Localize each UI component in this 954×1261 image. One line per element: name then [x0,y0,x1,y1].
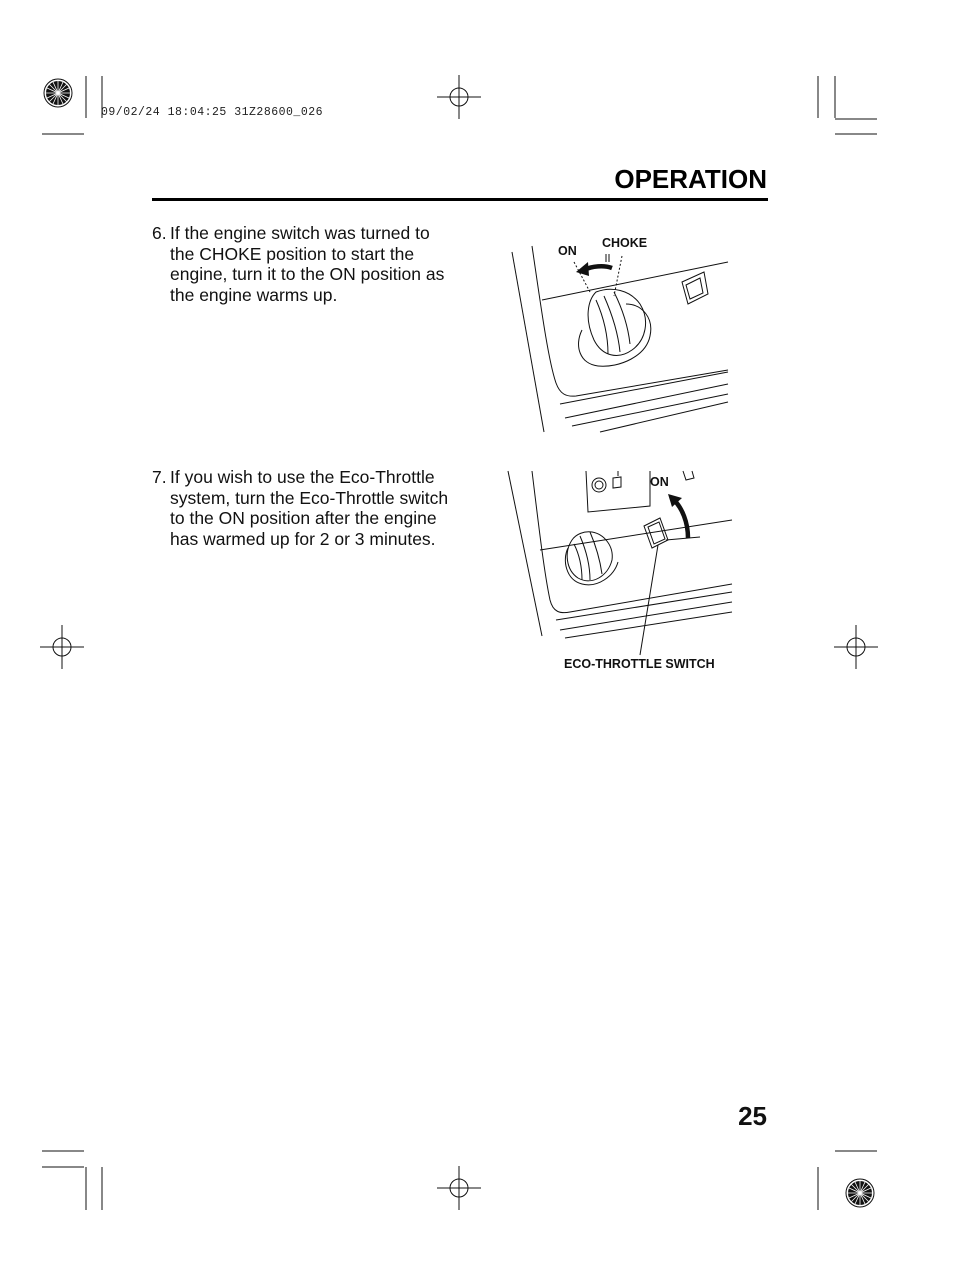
starburst-bottom-right [846,1179,874,1207]
starburst-top-left [44,79,72,107]
choke-label: CHOKE [602,236,648,250]
step-number: 7. [152,467,167,487]
step-number: 6. [152,223,167,243]
crosshair-bottom [437,1166,481,1210]
step-text: If you wish to use the Eco-Throttle system, turn the Eco-Throttle switch to the ON position after the engine has warmed up for 2 or 3 minutes. [170,467,449,549]
step-7 [152,467,452,549]
title-rule [152,198,768,201]
section-title: OPERATION [614,164,767,194]
step-6 [152,223,452,305]
eco-throttle-switch-label: ECO-THROTTLE SWITCH [564,657,715,671]
crosshair-left [40,625,84,669]
crosshair-right [834,625,878,669]
crosshair-top [437,75,481,119]
on-label: ON [650,475,669,489]
step-text: If the engine switch was turned to the CHOKE position to start the engine, turn it to the ON position as the engine warms up. [170,223,445,305]
on-label: ON [558,244,577,258]
print-timestamp: 09/02/24 18:04:25 31Z28600_026 [101,106,324,119]
page-number: 25 [738,1101,767,1131]
